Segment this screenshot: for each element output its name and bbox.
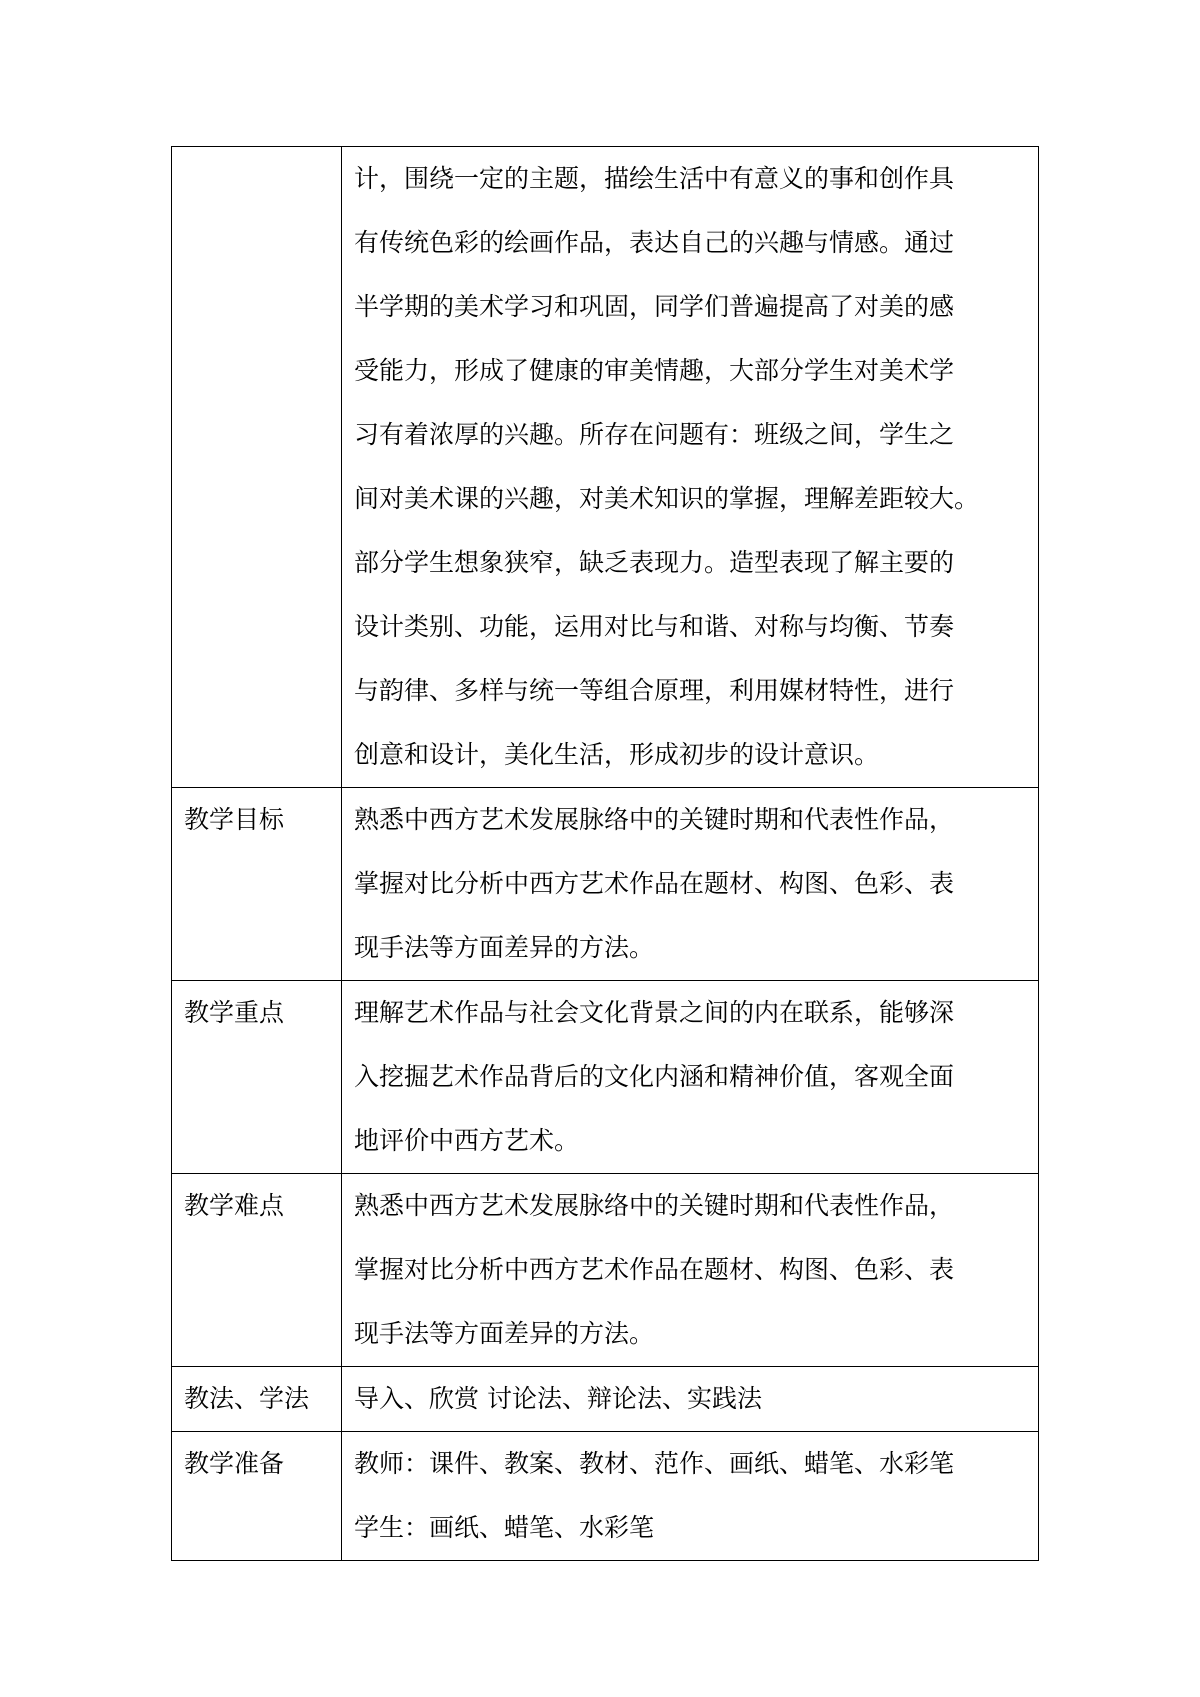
content-line: 现手法等方面差异的方法。: [354, 1319, 655, 1348]
content-line: 创意和设计，美化生活，形成初步的设计意识。: [354, 740, 880, 769]
row-label: 教学目标: [172, 788, 342, 981]
content-line: 计，围绕一定的主题，描绘生活中有意义的事和创作具: [354, 164, 955, 193]
content-line: 教师：课件、教案、教材、范作、画纸、蜡笔、水彩笔: [354, 1449, 955, 1478]
table-row-teaching-difficulty: [172, 1174, 1039, 1367]
content-line: 间对美术课的兴趣，对美术知识的掌握，理解差距较大。: [354, 484, 980, 513]
row-label: 教学难点: [172, 1174, 342, 1367]
table-row-teaching-objective: [172, 788, 1039, 981]
content-line: 入挖掘艺术作品背后的文化内涵和精神价值，客观全面: [354, 1062, 955, 1091]
content-line: 习有着浓厚的兴趣。所存在问题有：班级之间，学生之: [354, 420, 955, 449]
content-line: 掌握对比分析中西方艺术作品在题材、构图、色彩、表: [354, 1255, 955, 1284]
content-line: 受能力，形成了健康的审美情趣，大部分学生对美术学: [354, 356, 955, 385]
content-line: 与韵律、多样与统一等组合原理，利用媒材特性，进行: [354, 676, 955, 705]
table-row-teaching-method: [172, 1367, 1039, 1432]
content-line: 熟悉中西方艺术发展脉络中的关键时期和代表性作品，: [354, 1191, 955, 1220]
row-content: [342, 1174, 1039, 1367]
row-label: 教学准备: [172, 1432, 342, 1561]
content-line: 学生：画纸、蜡笔、水彩笔: [354, 1513, 655, 1542]
content-line: 掌握对比分析中西方艺术作品在题材、构图、色彩、表: [354, 869, 955, 898]
row-content: [342, 1367, 1039, 1432]
row-content: [342, 788, 1039, 981]
table-row-teaching-preparation: [172, 1432, 1039, 1561]
content-line: 有传统色彩的绘画作品，表达自己的兴趣与情感。通过: [354, 228, 955, 257]
content-line: 地评价中西方艺术。: [354, 1126, 580, 1155]
content-line: 设计类别、功能，运用对比与和谐、对称与均衡、节奏: [354, 612, 955, 641]
row-label: 教学重点: [172, 981, 342, 1174]
row-label: [172, 147, 342, 788]
content-line: 部分学生想象狭窄，缺乏表现力。造型表现了解主要的: [354, 548, 955, 577]
table-row-analysis-continued: [172, 147, 1039, 788]
content-line: 导入、欣赏 讨论法、辩论法、实践法: [354, 1384, 762, 1413]
row-content: [342, 981, 1039, 1174]
content-line: 现手法等方面差异的方法。: [354, 933, 655, 962]
content-line: 熟悉中西方艺术发展脉络中的关键时期和代表性作品，: [354, 805, 955, 834]
table-row-teaching-keypoint: [172, 981, 1039, 1174]
row-content: [342, 147, 1039, 788]
row-content: [342, 1432, 1039, 1561]
row-label: 教法、学法: [172, 1367, 342, 1432]
content-line: 理解艺术作品与社会文化背景之间的内在联系，能够深: [354, 998, 955, 1027]
lesson-plan-table: [171, 146, 1039, 1561]
content-line: 半学期的美术学习和巩固，同学们普遍提高了对美的感: [354, 292, 955, 321]
